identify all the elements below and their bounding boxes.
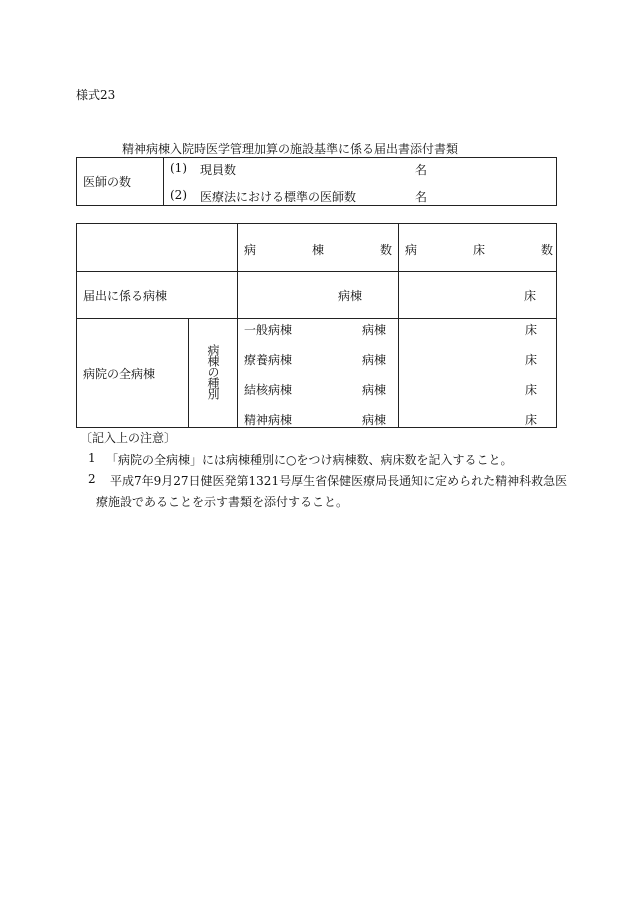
notes-heading: 〔記入上の注意〕 bbox=[80, 431, 177, 445]
item-number: (1) bbox=[170, 161, 187, 175]
note-text-continued: 療施設であることを示す書類を添付すること。 bbox=[96, 495, 349, 509]
note-text: 「病院の全病棟」には病棟種別に○をつけ病棟数、病床数を記入すること。 bbox=[106, 453, 513, 467]
header-char: 床 bbox=[473, 243, 486, 257]
ward-unit: 病棟 bbox=[362, 383, 387, 397]
header-char: 病 bbox=[244, 243, 257, 257]
header-char: 数 bbox=[541, 243, 554, 257]
bed-unit: 床 bbox=[525, 413, 538, 427]
header-char: 病 bbox=[405, 243, 418, 257]
bed-unit: 床 bbox=[525, 383, 538, 397]
ward-types bbox=[238, 319, 399, 428]
document-title: 精神病棟入院時医学管理加算の施設基準に係る届出書添付書類 bbox=[122, 142, 459, 156]
notified-ward-label: 届出に係る病棟 bbox=[77, 272, 238, 319]
standard-doctors-row bbox=[164, 182, 557, 206]
header-bed-count bbox=[399, 224, 557, 272]
current-staff-row bbox=[164, 158, 557, 182]
ward-unit: 病棟 bbox=[362, 413, 387, 427]
ward-unit: 病棟 bbox=[362, 323, 387, 337]
doctor-count-label: 医師の数 bbox=[77, 158, 164, 206]
header-ward-count bbox=[238, 224, 399, 272]
ward-unit: 病棟 bbox=[362, 353, 387, 367]
header-empty bbox=[77, 224, 238, 272]
item-label: 現員数 bbox=[200, 163, 237, 177]
note-number: 1 bbox=[88, 451, 96, 465]
ward-type: 一般病棟 bbox=[244, 323, 293, 337]
ward-type-cell bbox=[189, 319, 238, 428]
notified-ward-count: 病棟 bbox=[238, 272, 399, 319]
ward-type: 精神病棟 bbox=[244, 413, 293, 427]
header-char: 棟 bbox=[312, 243, 325, 257]
item-label: 医療法における標準の医師数 bbox=[200, 189, 357, 204]
header-char: 数 bbox=[380, 243, 393, 257]
doctor-count-table bbox=[76, 157, 557, 206]
ward-type-label: 病棟の種別 bbox=[206, 344, 220, 399]
ward-type: 療養病棟 bbox=[244, 353, 293, 367]
note-number: 2 bbox=[88, 472, 96, 486]
ward-table bbox=[76, 223, 557, 428]
item-unit: 名 bbox=[415, 163, 428, 177]
note-text: 平成7年9月27日健医発第1321号厚生省保健医療局長通知に定められた精神科救急医 bbox=[110, 474, 568, 488]
notified-bed-count: 床 bbox=[399, 272, 557, 319]
bed-counts bbox=[399, 319, 557, 428]
item-number: (2) bbox=[170, 187, 187, 202]
item-unit: 名 bbox=[415, 189, 428, 204]
bed-unit: 床 bbox=[525, 353, 538, 367]
form-number: 様式23 bbox=[76, 88, 116, 102]
ward-type: 結核病棟 bbox=[244, 383, 293, 397]
hospital-ward-label: 病院の全病棟 bbox=[77, 319, 189, 428]
bed-unit: 床 bbox=[525, 323, 538, 337]
